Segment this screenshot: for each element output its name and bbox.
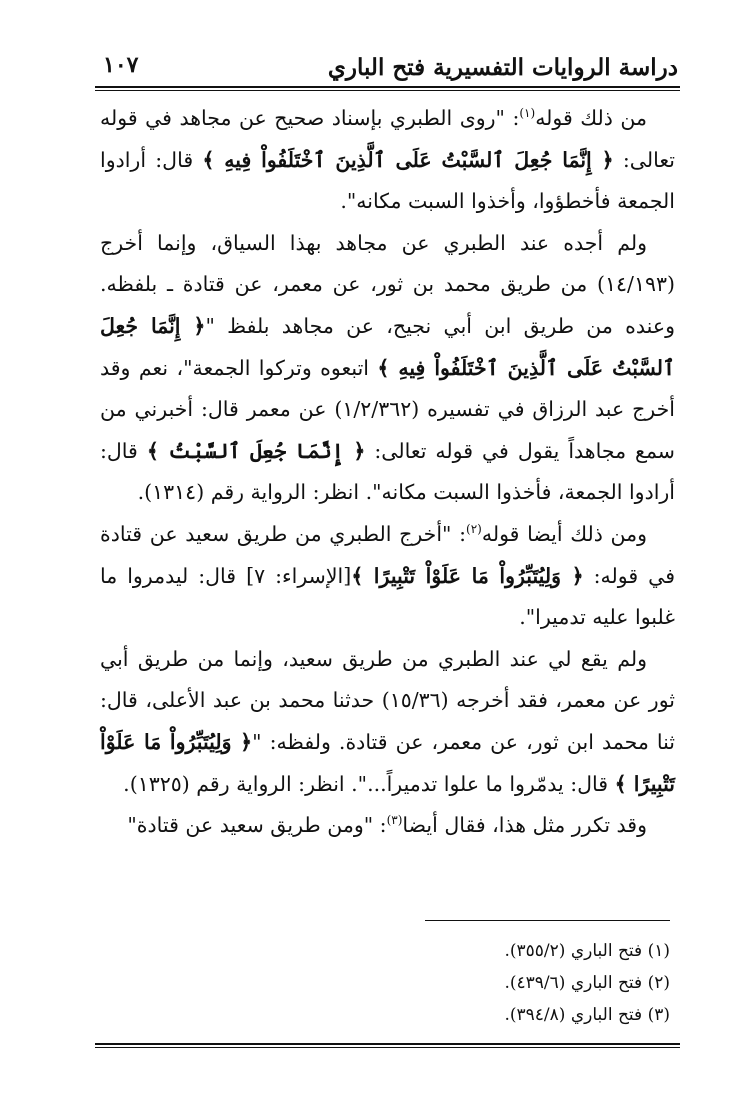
quran-verse: ﴿ وَلِيُتَبِّرُواْ مَا عَلَوْاْ تَتْبِيرًا ﴾ bbox=[100, 729, 675, 796]
footnotes bbox=[300, 935, 670, 1031]
footnote-2: (٢) فتح الباري (٤٣٩/٦). bbox=[504, 973, 670, 993]
footnote-ref-3[interactable]: (٣) bbox=[386, 813, 403, 828]
footer-rule-thin bbox=[95, 1047, 680, 1048]
body-text bbox=[100, 98, 675, 847]
header-rule bbox=[95, 86, 680, 88]
paragraph-1: من ذلك قوله$^{(١)}$: "روى الطبري بإسناد صحيح عن مجاهد في قوله تعالى: ﴿ إِنَّمَا جُعِلَ ٱلسَّبْتُ عَلَى ٱلَّذِينَ ٱخْتَلَفُواْ فِيهِ ﴾ قال: أرادوا الجمعة فأخطؤوا، وأخذوا السبت مكانه". bbox=[100, 106, 675, 214]
page-number: ١٠٧ bbox=[103, 52, 139, 78]
header-rule-thin bbox=[95, 90, 680, 91]
quran-verse: ﴿ إِنَّمَا جُعِلَ ٱلسَّبْتُ ﴾ bbox=[146, 438, 366, 463]
footer-rule bbox=[95, 1043, 680, 1045]
running-title: دراسة الروايات التفسيرية فتح الباري bbox=[327, 54, 678, 81]
paragraph-5: وقد تكرر مثل هذا، فقال أيضا$^{(٣)}$: "ومن طريق سعيد عن قتادة" bbox=[127, 813, 647, 838]
quran-verse: ﴿ وَلِيُتَبِّرُواْ مَا عَلَوْاْ تَتْبِيرًا ﴾ bbox=[351, 563, 584, 588]
page-header bbox=[95, 50, 680, 86]
footnote-1: (١) فتح الباري (٣٥٥/٢). bbox=[504, 941, 670, 961]
paragraph-4: ولم يقع لي عند الطبري من طريق سعيد، وإنما من طريق أبي ثور عن معمر، فقد أخرجه (١٥/٣٦) حدثنا محمد بن عبد الأعلى، قال: ثنا محمد ابن ثور، عن معمر، عن قتادة. ولفظه: "﴿ وَلِيُتَبِّرُواْ مَا عَلَوْاْ تَتْبِيرًا ﴾ قال: يدمّروا ما علوا تدميراً...". انظر: الرواية رقم (١٣٢٥). bbox=[100, 646, 675, 796]
quran-verse: ﴿ إِنَّمَا جُعِلَ ٱلسَّبْتُ عَلَى ٱلَّذِينَ ٱخْتَلَفُواْ فِيهِ ﴾ bbox=[202, 147, 614, 172]
footnote-separator bbox=[425, 920, 670, 921]
footnote-3: (٣) فتح الباري (٣٩٤/٨). bbox=[504, 1005, 670, 1025]
paragraph-2: ولم أجده عند الطبري عن مجاهد بهذا السياق، وإنما أخرج (١٤/١٩٣) من طريق محمد بن ثور، عن معمر، عن قتادة ـ بلفظه. وعنده من طريق ابن أبي نجيح، عن مجاهد بلفظ "﴿ إِنَّمَا جُعِلَ ٱلسَّبْتُ عَلَى ٱلَّذِينَ ٱخْتَلَفُواْ فِيهِ ﴾ اتبعوه وتركوا الجمعة"، نعم وقد أخرج عبد الرزاق في تفسيره (١/٢/٣٦٢) عن معمر قال: أخبرني من سمع مجاهداً يقول في قوله تعالى: ﴿ إِنَّمَا جُعِلَ ٱلسَّبْتُ ﴾ قال: أرادوا الجمعة، فأخذوا السبت مكانه". انظر: الرواية رقم (١٣١٤). bbox=[100, 230, 675, 505]
paragraph-3: ومن ذلك أيضا قوله$^{(٢)}$: "أخرج الطبري من طريق سعيد عن قتادة في قوله: ﴿ وَلِيُتَبِّرُواْ مَا عَلَوْاْ تَتْبِيرًا ﴾[الإسراء: ٧] قال: ليدمروا ما غلبوا عليه تدميرا". bbox=[100, 521, 675, 630]
footnote-ref-1[interactable]: (١) bbox=[519, 106, 536, 121]
footnote-ref-2[interactable]: (٢) bbox=[466, 522, 482, 537]
quran-verse: ﴿ إِنَّمَا جُعِلَ ٱلسَّبْتُ عَلَى ٱلَّذِينَ ٱخْتَلَفُواْ فِيهِ ﴾ bbox=[100, 313, 675, 380]
